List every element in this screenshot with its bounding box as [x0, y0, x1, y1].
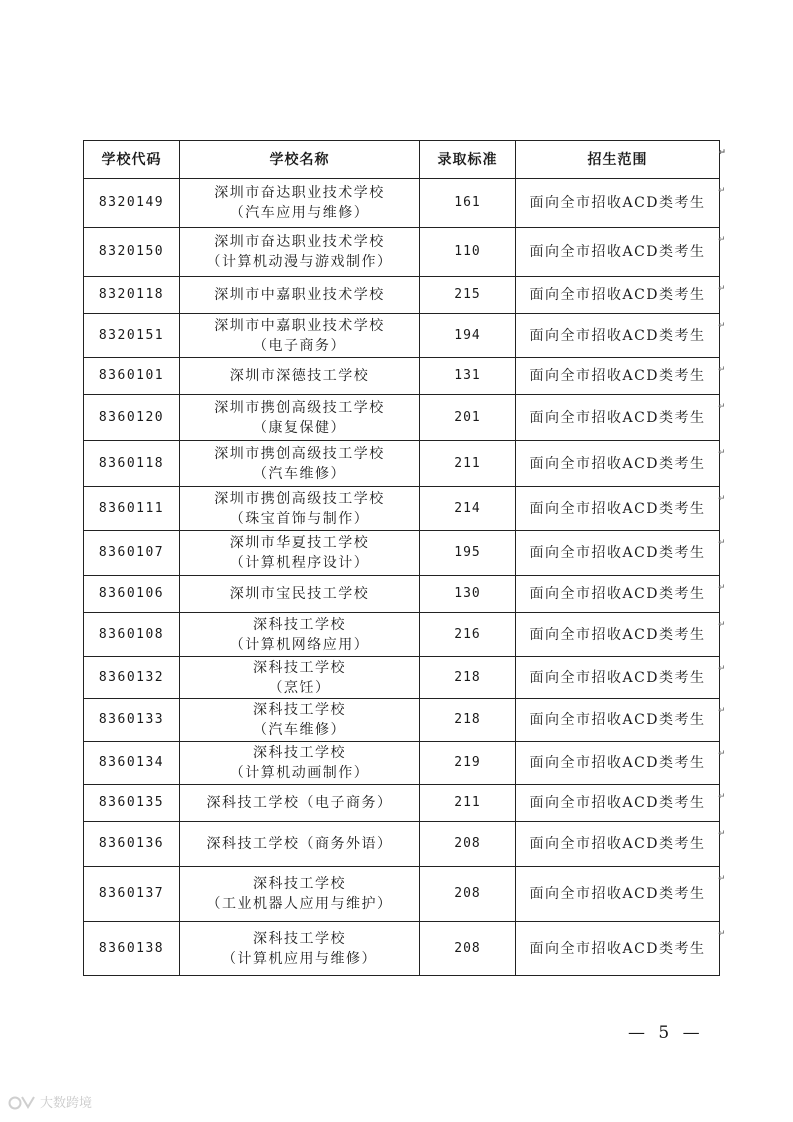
school-major-line: （烹饪）: [268, 679, 331, 696]
cell-school-name: [180, 657, 420, 699]
school-major-line: （汽车维修）: [253, 722, 346, 738]
enrollment-scope-text: 面向全市招收ACD类考生: [529, 545, 706, 561]
cell-school-name: [180, 441, 420, 487]
cell-school-code: 8360108: [84, 613, 180, 657]
cell-admission-score: 130: [420, 576, 516, 613]
table-row: [84, 277, 720, 314]
header-enrollment-scope: [516, 141, 727, 179]
table-row: [84, 179, 720, 228]
cell-school-code: 8360135: [84, 785, 180, 822]
school-name-line: 深科技工学校: [253, 659, 346, 676]
cell-admission-score: 211: [420, 441, 516, 487]
enrollment-scope-text: 面向全市招收ACD类考生: [529, 755, 706, 771]
header-school-code: 学校代码: [84, 141, 180, 179]
cell-admission-score: 195: [420, 531, 516, 576]
table-header-row: [84, 141, 720, 179]
school-major-line: （工业机器人应用与维护）: [206, 896, 393, 912]
cell-enrollment-scope: [516, 314, 727, 358]
cell-enrollment-scope: [516, 228, 727, 277]
page-number: — 5 —: [628, 1023, 704, 1043]
cell-school-name: [180, 699, 420, 742]
school-name-line: 深圳市宝民技工学校: [229, 586, 370, 602]
cell-school-name: [180, 822, 420, 867]
enrollment-scope-text: 面向全市招收ACD类考生: [529, 244, 706, 260]
table-row: [84, 613, 720, 657]
enrollment-scope-text: 面向全市招收ACD类考生: [529, 327, 706, 344]
watermark: [8, 1092, 92, 1111]
cell-admission-score: 219: [420, 742, 516, 785]
school-major-line: （汽车应用与维修）: [229, 205, 370, 221]
table-row: [84, 657, 720, 699]
paragraph-mark-icon: ↵: [717, 186, 727, 196]
school-name-line: 深科技工学校: [253, 616, 346, 633]
header-enrollment-scope-label: 招生范围: [587, 151, 648, 168]
cell-admission-score: 194: [420, 314, 516, 358]
cell-enrollment-scope: [516, 277, 727, 314]
cell-admission-score: 218: [420, 699, 516, 742]
cell-admission-score: 201: [420, 395, 516, 441]
enrollment-scope-text: 面向全市招收ACD类考生: [529, 940, 706, 957]
watermark-text: 大数跨境: [40, 1096, 93, 1111]
school-major-line: （计算机网络应用）: [229, 636, 370, 653]
table-row: [84, 531, 720, 576]
school-name-line: 深圳市华夏技工学校: [229, 535, 370, 551]
enrollment-scope-text: 面向全市招收ACD类考生: [529, 626, 706, 643]
cell-school-code: 8360137: [84, 867, 180, 922]
cell-school-code: 8360132: [84, 657, 180, 699]
school-name-line: 深圳市携创高级技工学校: [214, 445, 385, 462]
cell-school-name: [180, 742, 420, 785]
table-row: [84, 742, 720, 785]
cell-school-code: 8360101: [84, 358, 180, 395]
admission-table-container: [83, 140, 727, 976]
header-admission-score: 录取标准: [420, 141, 516, 179]
cell-school-code: 8360111: [84, 487, 180, 531]
cell-enrollment-scope: [516, 487, 727, 531]
school-name-line: 深圳市携创高级技工学校: [214, 399, 385, 416]
cell-admission-score: 218: [420, 657, 516, 699]
cell-school-name: [180, 487, 420, 531]
enrollment-scope-text: 面向全市招收ACD类考生: [529, 195, 706, 211]
cell-school-name: [180, 228, 420, 277]
table-row: [84, 785, 720, 822]
cell-school-name: [180, 179, 420, 228]
cell-enrollment-scope: [516, 576, 727, 613]
enrollment-scope-text: 面向全市招收ACD类考生: [529, 669, 706, 686]
school-name-line: 深圳市携创高级技工学校: [214, 490, 385, 507]
cell-enrollment-scope: [516, 867, 727, 922]
table-row: [84, 922, 720, 976]
school-major-line: （珠宝首饰与制作）: [229, 510, 370, 527]
table-row: [84, 358, 720, 395]
cell-enrollment-scope: [516, 358, 727, 395]
table-row: [84, 699, 720, 742]
cell-admission-score: 131: [420, 358, 516, 395]
enrollment-scope-text: 面向全市招收ACD类考生: [529, 586, 706, 602]
cell-admission-score: 110: [420, 228, 516, 277]
cell-school-name: [180, 277, 420, 314]
school-name-line: 深科技工学校: [253, 876, 346, 892]
cell-enrollment-scope: [516, 699, 727, 742]
enrollment-scope-text: 面向全市招收ACD类考生: [529, 368, 706, 384]
cell-admission-score: 208: [420, 867, 516, 922]
cell-enrollment-scope: [516, 922, 727, 976]
enrollment-scope-text: 面向全市招收ACD类考生: [529, 500, 706, 517]
enrollment-scope-text: 面向全市招收ACD类考生: [529, 455, 706, 472]
school-name-line: 深圳市奋达职业技术学校: [214, 234, 385, 250]
cell-school-code: 8320150: [84, 228, 180, 277]
header-school-name: 学校名称: [180, 141, 420, 179]
table-body: [84, 179, 727, 976]
cell-school-name: [180, 314, 420, 358]
school-name-line: 深科技工学校: [253, 702, 346, 718]
table-row: [84, 395, 720, 441]
brand-logo-icon: [8, 1093, 36, 1111]
school-name-line: 深圳市中嘉职业技术学校: [214, 287, 385, 303]
paragraph-mark-icon: ↵: [717, 706, 727, 716]
paragraph-mark-icon: ↵: [717, 321, 727, 331]
cell-school-code: 8360133: [84, 699, 180, 742]
paragraph-mark-icon: ↵: [717, 829, 727, 839]
school-major-line: （计算机程序设计）: [229, 555, 370, 571]
enrollment-scope-text: 面向全市招收ACD类考生: [529, 287, 706, 303]
cell-enrollment-scope: [516, 531, 727, 576]
enrollment-scope-text: 面向全市招收ACD类考生: [529, 795, 706, 811]
paragraph-mark-icon: ↵: [717, 402, 727, 412]
table-row: [84, 576, 720, 613]
cell-enrollment-scope: [516, 179, 727, 228]
paragraph-mark-icon: ↵: [717, 620, 727, 630]
cell-admission-score: 214: [420, 487, 516, 531]
cell-school-code: 8320149: [84, 179, 180, 228]
cell-school-code: 8360138: [84, 922, 180, 976]
enrollment-scope-text: 面向全市招收ACD类考生: [529, 712, 706, 728]
cell-school-code: 8360120: [84, 395, 180, 441]
cell-school-name: [180, 613, 420, 657]
cell-school-name: [180, 531, 420, 576]
cell-school-name: [180, 922, 420, 976]
cell-school-code: 8360107: [84, 531, 180, 576]
paragraph-mark-icon: ↵: [718, 148, 727, 158]
cell-school-name: [180, 358, 420, 395]
school-name-line: 深科技工学校: [253, 930, 346, 947]
school-name-line: 深圳市深德技工学校: [229, 368, 370, 384]
cell-enrollment-scope: [516, 785, 727, 822]
cell-enrollment-scope: [516, 742, 727, 785]
school-major-line: （计算机动画制作）: [229, 765, 370, 781]
table-row: [84, 314, 720, 358]
cell-enrollment-scope: [516, 395, 727, 441]
cell-admission-score: 216: [420, 613, 516, 657]
school-major-line: （电子商务）: [253, 337, 346, 354]
school-major-line: （计算机应用与维修）: [222, 950, 377, 967]
cell-school-code: 8360136: [84, 822, 180, 867]
table-row: [84, 487, 720, 531]
cell-school-name: [180, 576, 420, 613]
cell-school-code: 8360134: [84, 742, 180, 785]
school-name-line: 深圳市中嘉职业技术学校: [214, 317, 385, 334]
school-major-line: （计算机动漫与游戏制作）: [206, 254, 393, 270]
school-name-line: 深科技工学校（商务外语）: [206, 836, 393, 852]
enrollment-scope-text: 面向全市招收ACD类考生: [529, 836, 706, 852]
cell-school-code: 8320151: [84, 314, 180, 358]
paragraph-mark-icon: ↵: [717, 792, 727, 802]
paragraph-mark-icon: ↵: [717, 284, 727, 294]
paragraph-mark-icon: ↵: [717, 365, 727, 375]
paragraph-mark-icon: ↵: [717, 583, 727, 593]
admission-table: [83, 140, 727, 976]
paragraph-mark-icon: ↵: [717, 664, 727, 674]
paragraph-mark-icon: ↵: [717, 235, 727, 245]
cell-school-name: [180, 785, 420, 822]
school-major-line: （康复保健）: [253, 419, 346, 436]
school-name-line: 深科技工学校: [253, 745, 346, 761]
cell-enrollment-scope: [516, 822, 727, 867]
cell-admission-score: 215: [420, 277, 516, 314]
paragraph-mark-icon: ↵: [717, 494, 727, 504]
cell-school-code: 8360118: [84, 441, 180, 487]
school-name-line: 深科技工学校（电子商务）: [206, 795, 393, 811]
cell-school-name: [180, 395, 420, 441]
enrollment-scope-text: 面向全市招收ACD类考生: [529, 409, 706, 426]
paragraph-mark-icon: ↵: [717, 929, 727, 939]
cell-school-code: 8320118: [84, 277, 180, 314]
school-name-line: 深圳市奋达职业技术学校: [214, 185, 385, 201]
enrollment-scope-text: 面向全市招收ACD类考生: [529, 886, 706, 902]
cell-admission-score: 208: [420, 922, 516, 976]
paragraph-mark-icon: ↵: [717, 749, 727, 759]
cell-admission-score: 161: [420, 179, 516, 228]
school-major-line: （汽车维修）: [253, 465, 346, 482]
cell-enrollment-scope: [516, 441, 727, 487]
paragraph-mark-icon: ↵: [717, 538, 727, 548]
cell-school-name: [180, 867, 420, 922]
table-row: [84, 441, 720, 487]
table-row: [84, 228, 720, 277]
paragraph-mark-icon: ↵: [717, 874, 727, 884]
cell-school-code: 8360106: [84, 576, 180, 613]
cell-admission-score: 208: [420, 822, 516, 867]
cell-admission-score: 211: [420, 785, 516, 822]
cell-enrollment-scope: [516, 657, 727, 699]
table-row: [84, 867, 720, 922]
table-row: [84, 822, 720, 867]
paragraph-mark-icon: ↵: [717, 448, 727, 458]
cell-enrollment-scope: [516, 613, 727, 657]
